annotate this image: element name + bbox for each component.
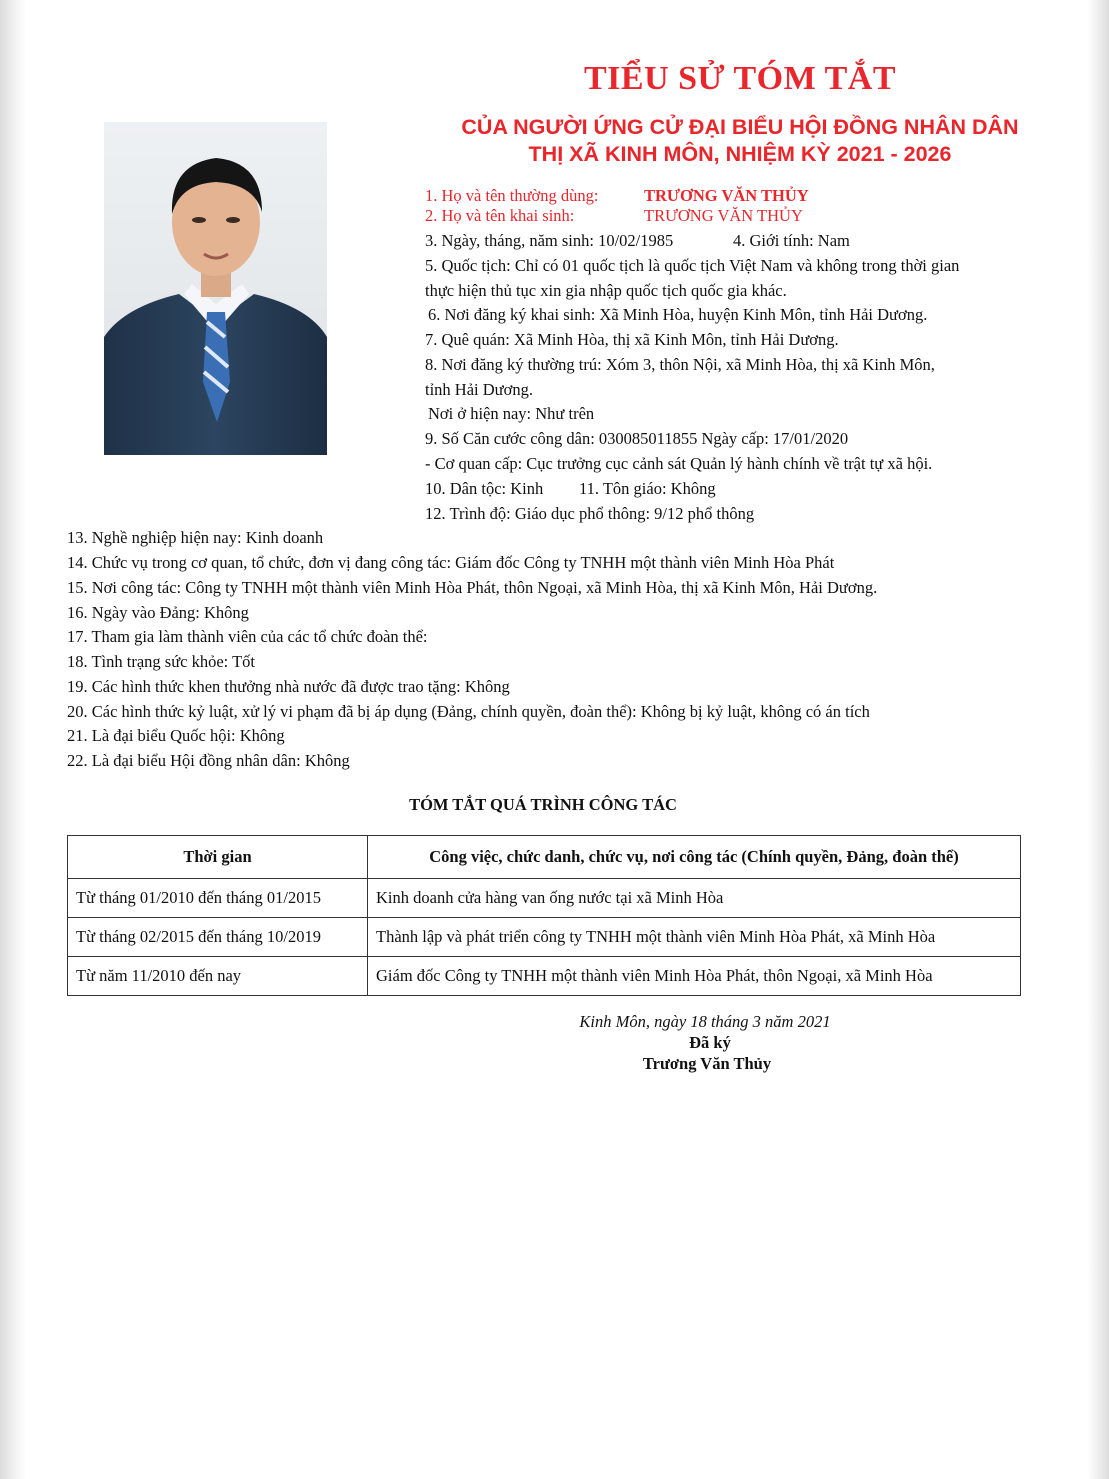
field-awards: 19. Các hình thức khen thưởng nhà nước đã được trao tặng: Không: [67, 677, 510, 696]
table-cell-time: Từ năm 11/2010 đến nay: [68, 957, 368, 996]
table-cell-work: Giám đốc Công ty TNHH một thành viên Minh Hòa Phát, thôn Ngoại, xã Minh Hòa: [368, 957, 1021, 996]
field-common-name-label: 1. Họ và tên thường dùng:: [425, 186, 599, 205]
field-date-of-birth: 3. Ngày, tháng, năm sinh: 10/02/1985: [425, 231, 674, 250]
document-subtitle-1: CỦA NGƯỜI ỨNG CỬ ĐẠI BIỂU HỘI ĐỒNG NHÂN DÂN: [461, 115, 1019, 139]
signature-name: Trương Văn Thủy: [642, 1054, 772, 1073]
field-ethnicity: 10. Dân tộc: Kinh: [425, 479, 544, 498]
table-row: [68, 918, 1021, 957]
field-birth-name-value: TRƯƠNG VĂN THỦY: [644, 206, 803, 225]
field-peoples-council: 22. Là đại biểu Hội đồng nhân dân: Không: [67, 751, 350, 770]
field-workplace: 15. Nơi công tác: Công ty TNHH một thành viên Minh Hòa Phát, thôn Ngoại, xã Minh Hòa, thị xã Kinh Môn, Hải Dương.: [67, 578, 878, 597]
table-header-row: [68, 836, 1021, 879]
field-common-name-value: TRƯƠNG VĂN THỦY: [644, 186, 809, 205]
field-health: 18. Tình trạng sức khỏe: Tốt: [67, 652, 255, 671]
field-birth-registration: 6. Nơi đăng ký khai sinh: Xã Minh Hòa, huyện Kinh Môn, tỉnh Hải Dương.: [428, 305, 928, 324]
table-cell-time: Từ tháng 02/2015 đến tháng 10/2019: [68, 918, 368, 957]
document-title: TIỂU SỬ TÓM TẮT: [583, 60, 896, 97]
career-section-title: TÓM TẮT QUÁ TRÌNH CÔNG TÁC: [409, 795, 677, 814]
field-occupation: 13. Nghề nghiệp hiện nay: Kinh doanh: [67, 528, 324, 547]
page-edge-left: [0, 0, 26, 1479]
table-row: [68, 957, 1021, 996]
field-position: 14. Chức vụ trong cơ quan, tổ chức, đơn vị đang công tác: Giám đốc Công ty TNHH một thành viên Minh Hòa Phát: [67, 553, 835, 572]
table-row: [68, 879, 1021, 918]
field-permanent-residence: 8. Nơi đăng ký thường trú: Xóm 3, thôn Nội, xã Minh Hòa, thị xã Kinh Môn,: [425, 355, 935, 374]
table-cell-work: Thành lập và phát triển công ty TNHH một thành viên Minh Hòa Phát, xã Minh Hòa: [368, 918, 1021, 957]
field-hometown: 7. Quê quán: Xã Minh Hòa, thị xã Kinh Môn, tỉnh Hải Dương.: [425, 330, 839, 349]
field-discipline: 20. Các hình thức kỷ luật, xử lý vi phạm đã bị áp dụng (Đảng, chính quyền, đoàn thể): Không bị kỷ luật, không có án tích: [67, 702, 870, 721]
field-nationality-cont: thực hiện thủ tục xin gia nhập quốc tịch quốc gia khác.: [425, 281, 787, 300]
field-permanent-residence-cont: tỉnh Hải Dương.: [425, 380, 533, 399]
document-subtitle-2: THỊ XÃ KINH MÔN, NHIỆM KỲ 2021 - 2026: [528, 142, 952, 166]
signature-place-date: Kinh Môn, ngày 18 tháng 3 năm 2021: [579, 1012, 831, 1031]
field-birth-name-label: 2. Họ và tên khai sinh:: [425, 206, 575, 225]
page-edge-right: [1087, 0, 1109, 1479]
signature-signed-note: Đã ký: [689, 1033, 731, 1052]
table-header-time: Thời gian: [68, 836, 368, 879]
field-gender: 4. Giới tính: Nam: [733, 231, 850, 250]
field-party-admission: 16. Ngày vào Đảng: Không: [67, 603, 249, 622]
field-current-residence: Nơi ở hiện nay: Như trên: [428, 404, 595, 423]
field-citizen-id: 9. Số Căn cước công dân: 030085011855 Ngày cấp: 17/01/2020: [425, 429, 849, 448]
field-education: 12. Trình độ: Giáo dục phổ thông: 9/12 phổ thông: [425, 504, 755, 523]
field-issuing-authority: - Cơ quan cấp: Cục trưởng cục cảnh sát Quản lý hành chính về trật tự xã hội.: [425, 454, 933, 473]
field-religion: 11. Tôn giáo: Không: [579, 479, 716, 498]
field-national-assembly: 21. Là đại biểu Quốc hội: Không: [67, 726, 285, 745]
table-cell-work: Kinh doanh cửa hàng van ống nước tại xã Minh Hòa: [368, 879, 1021, 918]
table-header-work: Công việc, chức danh, chức vụ, nơi công tác (Chính quyền, Đảng, đoàn thể): [368, 836, 1021, 879]
candidate-portrait-photo: [104, 122, 327, 455]
career-table: [67, 835, 1021, 996]
field-nationality: 5. Quốc tịch: Chỉ có 01 quốc tịch là quốc tịch Việt Nam và không trong thời gian: [425, 256, 960, 275]
field-organizations: 17. Tham gia làm thành viên của các tổ chức đoàn thể:: [67, 627, 428, 646]
table-cell-time: Từ tháng 01/2010 đến tháng 01/2015: [68, 879, 368, 918]
